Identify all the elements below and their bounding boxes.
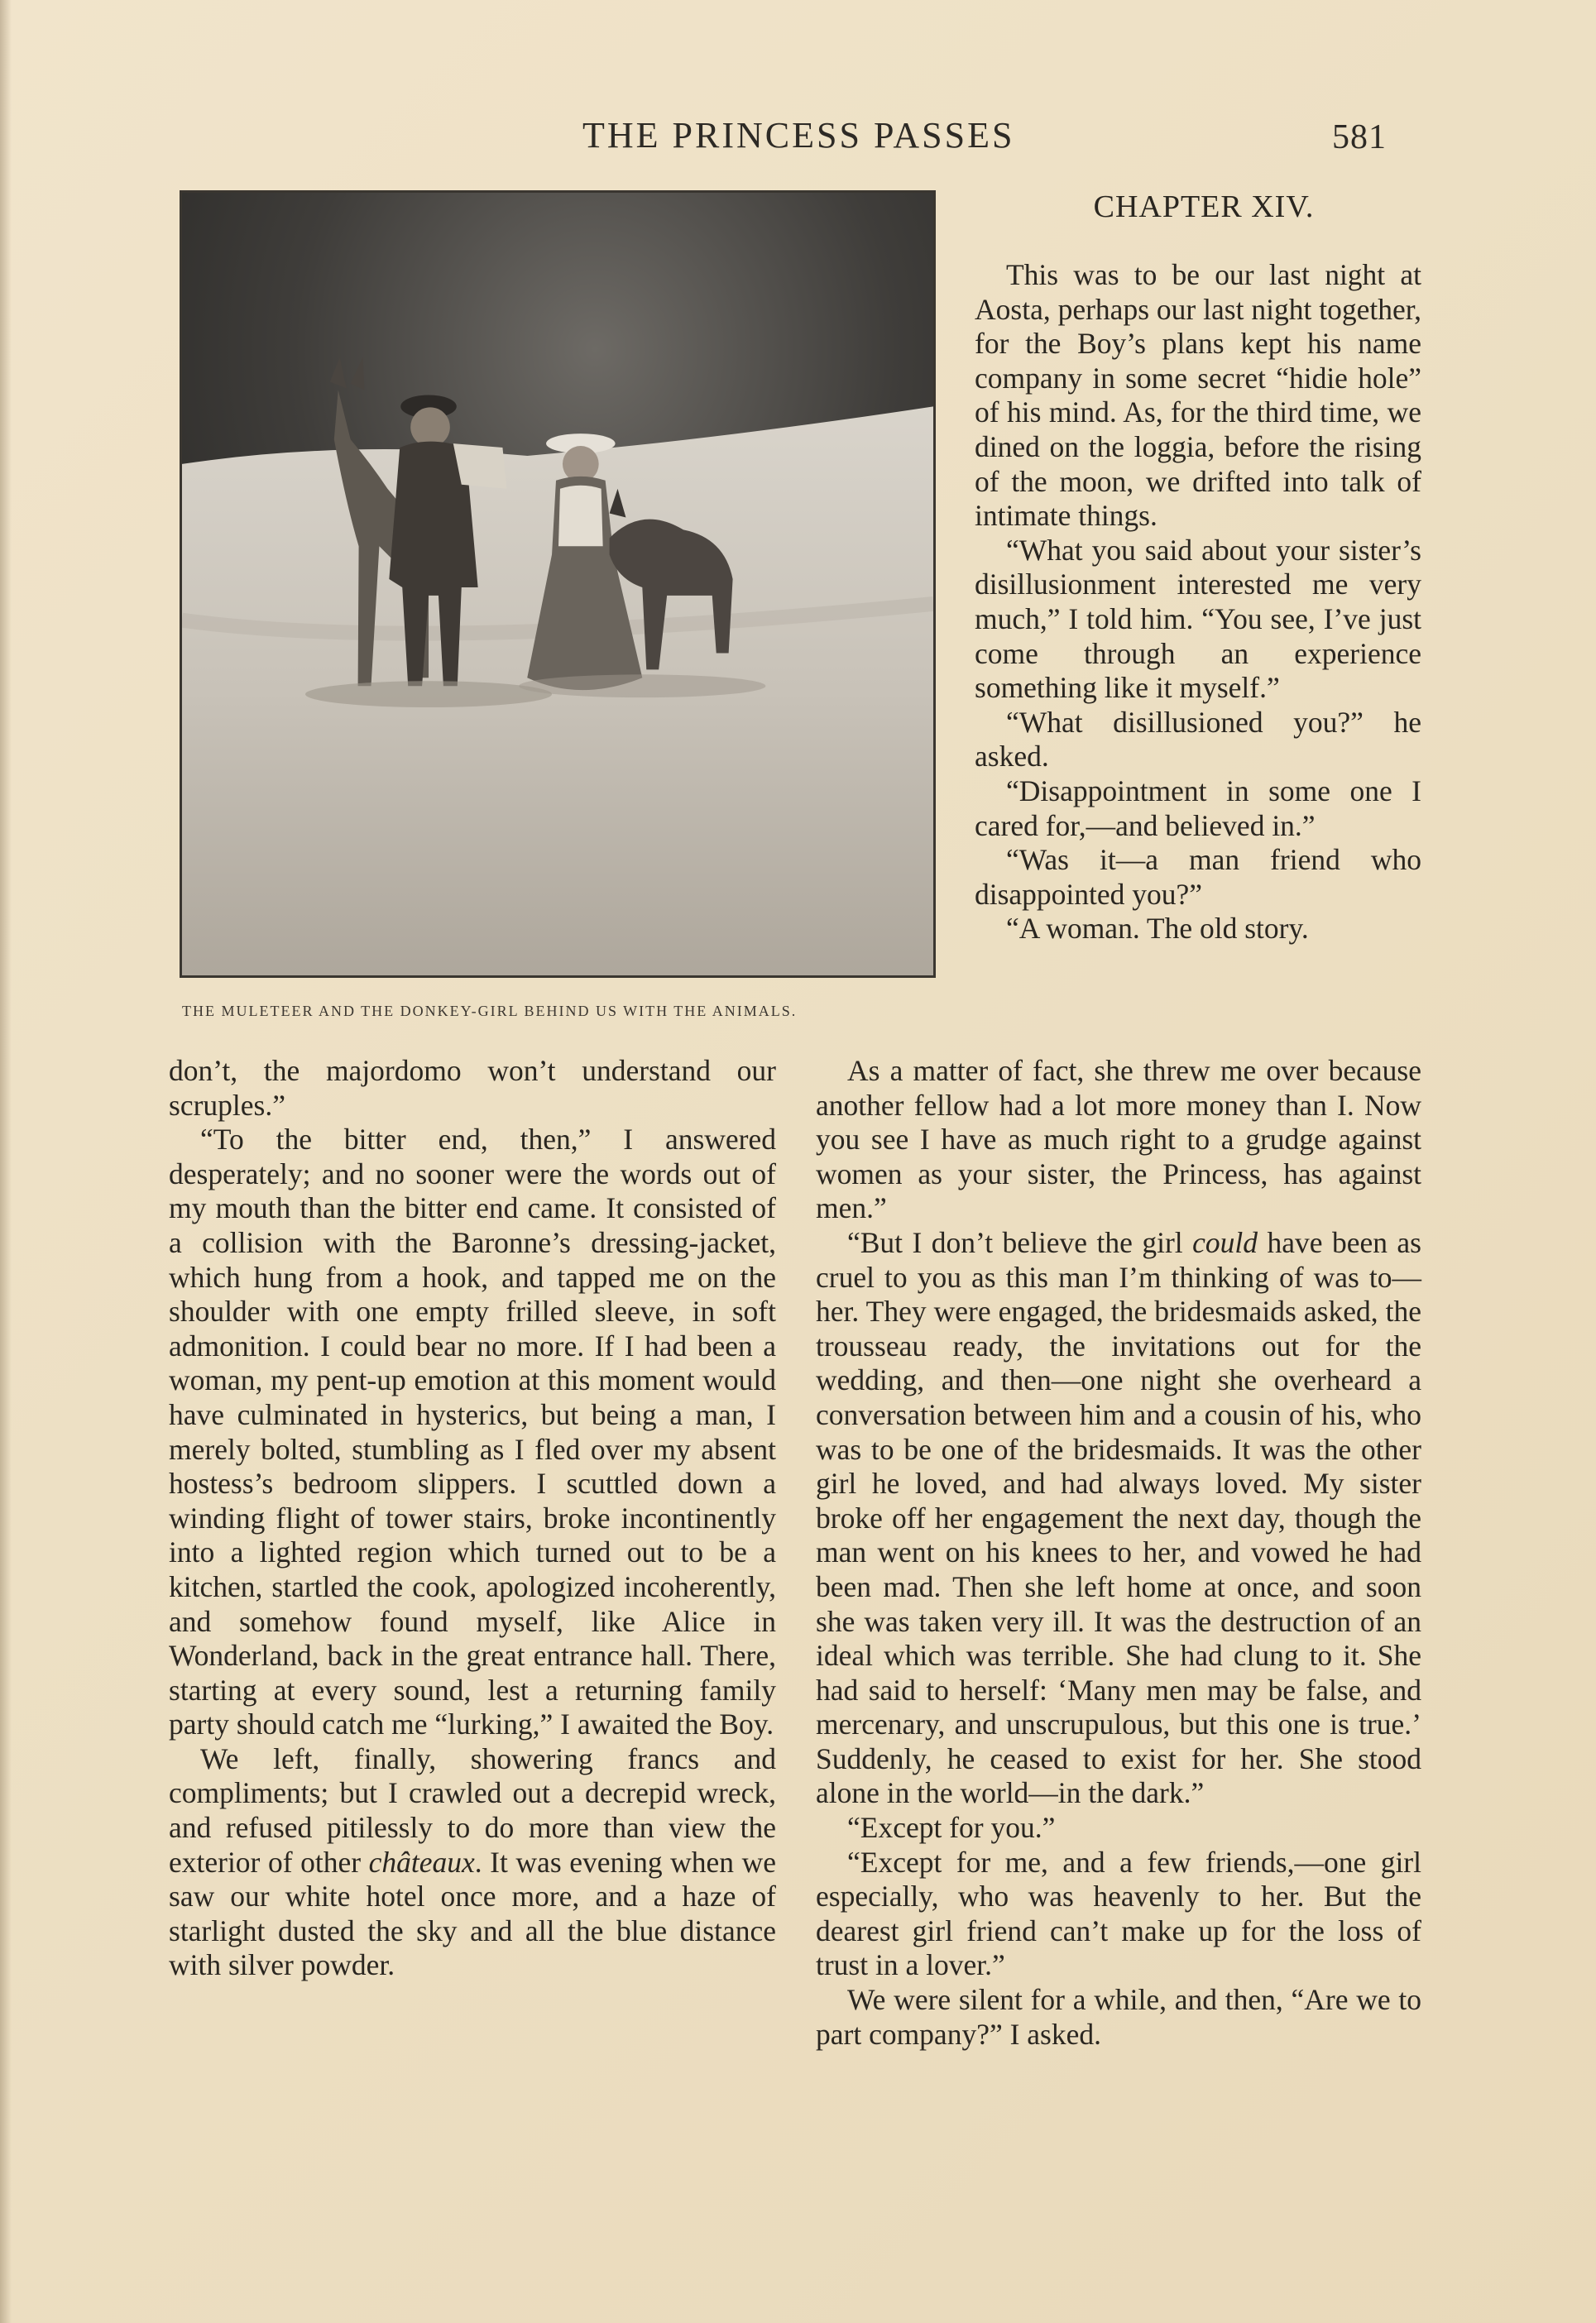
chapter-heading: CHAPTER XIV. — [1093, 189, 1315, 224]
page-edge-shadow — [0, 0, 12, 2323]
paragraph: “What you said about your sister’s disillusionment interested me very much,” I told him. “You see, I’ve just come through an experience something like it myself.” — [975, 533, 1421, 705]
paragraph: “To the bitter end, then,” I answered desperately; and no sooner were the words out of my mouth than the bitter end came. It consisted of a collision with the Baronne’s dressing-jacket, which hung from a hook, and tapped me on the shoulder with one empty frilled sleeve, in soft admonition. I could bear no more. If I had been a woman, my pent-up emotion at this moment would have culminated in hysterics, but being a man, I merely bolted, stumbling as I fled over my absent hostess’s bedroom slippers. I scuttled down a winding flight of tower stairs, broke incontinently into a lighted region which turned out to be a kitchen, startled the cook, apologized incoherently, and somehow found myself, like Alice in Wonderland, back in the great entrance hall. There, starting at every sound, lest a returning family party should catch me “lurking,” I awaited the Boy. — [169, 1123, 776, 1741]
paragraph: “Was it—a man friend who disappointed you?” — [975, 843, 1421, 911]
paragraph: “A woman. The old story. — [1006, 912, 1309, 946]
paragraph: “Except for you.” — [847, 1811, 1056, 1845]
paragraph: “What disillusioned you?” he asked. — [975, 705, 1421, 774]
right-column-top — [975, 258, 1421, 946]
left-column — [169, 1054, 776, 1983]
illustration-drawing — [182, 193, 933, 975]
italic-word: châteaux — [368, 1845, 475, 1879]
paragraph: This was to be our last night at Aosta, perhaps our last night together, for the Boy’s plans kept his name company in some secret “hidie hole” of his mind. As, for the third time, we dined on the loggia, before the rising of the moon, we drifted into talk of intimate things. — [975, 258, 1421, 533]
paragraph: We were silent for a while, and then, “Are we to part company?” I asked. — [816, 1983, 1421, 2051]
paragraph: As a matter of fact, she threw me over because another fellow had a lot more money than I. Now you see I have as much right to a grudge against women as your sister, the Princess, has against men.” — [816, 1054, 1421, 1225]
paragraph: don’t, the majordomo won’t understand our scruples.” — [169, 1054, 776, 1122]
paragraph-chateaux: We left, finally, showering francs and compliments; but I crawled out a decrepid wreck, and refused pitilessly to do more than view the exterior of other châteaux. It was evening when we saw our white hotel once more, and a haze of starlight dusted the sky and all the blue distance with silver powder. — [169, 1741, 776, 1982]
page-number: 581 — [1332, 118, 1387, 156]
right-column-bottom — [816, 1054, 1421, 2052]
running-head: THE PRINCESS PASSES — [582, 115, 1015, 156]
paragraph: “Except for me, and a few friends,—one girl especially, who was heavenly to her. But the dearest girl friend can’t make up for the loss of trust in a lover.” — [816, 1845, 1421, 1982]
paragraph: “Disappointment in some one I cared for,—and believed in.” — [975, 774, 1421, 842]
illustration-caption: THE MULETEER AND THE DONKEY-GIRL BEHIND US WITH THE ANIMALS. — [182, 1003, 798, 1019]
paragraph-could: “But I don’t believe the girl could have been as cruel to you as this man I’m thinking of was to—her. They were engaged, the bridesmaids asked, the trousseau ready, the invitations out for the wedding, and then—one night she overheard a conversation between him and a cousin of his, who was to be one of the bridesmaids. It was the other girl he loved, and had always loved. My sister broke off her engagement the next day, though the man went on his knees to her, and vowed he had been mad. Then she left home at once, and soon she was taken very ill. It was the destruction of an ideal which was terrible. She had clung to it. She had said to herself: ‘Many men may be false, and mercenary, and unscrupulous, but this one is true.’ Suddenly, he ceased to exist for her. She stood alone in the world—in the dark.” — [816, 1225, 1421, 1810]
italic-word: could — [1192, 1225, 1258, 1259]
illustration-muleteer-donkey-girl — [180, 190, 936, 978]
